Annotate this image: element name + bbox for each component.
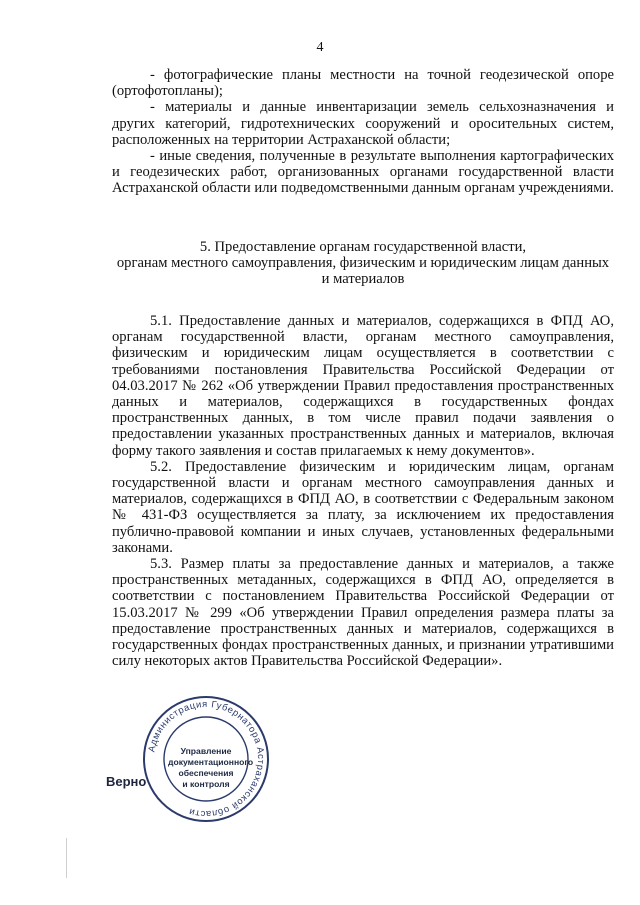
list-item: - материалы и данные инвентаризации земель сельхозназначения и других категорий, гидротехнических сооружений и оросительных систем, расположенных на территории Астраханской области; — [112, 99, 614, 148]
stamp-line: обеспечения — [178, 768, 234, 778]
section-heading-line2: органам местного самоуправления, физическим и юридическим лицам данных и материалов — [116, 255, 610, 288]
stamp-ring-text: Администрация Губернатора Астраханской области — [145, 697, 268, 821]
stamp-line: документационного — [168, 757, 254, 767]
section-body — [112, 313, 614, 669]
list-block — [112, 67, 614, 197]
margin-mark — [66, 838, 67, 878]
stamp-line: и контроля — [182, 779, 230, 789]
paragraph-5-3: 5.3. Размер платы за предоставление данных и материалов, а также пространственных метаданных, содержащихся в ФПД АО, определяется в соответствии с постановлением Правительства Российской Федерации от 15.03.2017 № 299 «Об утверждении Правил определения размера платы за предоставление пространственных данных и материалов, содержащихся в государственных фондах пространственных данных, и признании утратившими силу некоторых актов Правительства Российской Федерации». — [112, 556, 614, 670]
paragraph-5-2: 5.2. Предоставление физическим и юридическим лицам, органам государственной власти и органам местного самоуправления данных и материалов, содержащихся в ФПД АО, в соответствии с Федеральным законом № 431-ФЗ осуществляется за плату, за исключением их предоставления публично-правовой компании и иных случаев, установленных федеральными законами. — [112, 458, 614, 556]
list-item: - иные сведения, полученные в результате выполнения картографических и геодезических работ, организованных органами государственной власти Астраханской области или подведомственными данным органам учреждениями. — [112, 148, 614, 197]
verno-label: Верно — [106, 774, 147, 789]
page-number: 4 — [316, 40, 324, 55]
section-heading — [112, 239, 614, 288]
stamp-line: Управление — [180, 746, 232, 756]
stamp-inner-text — [168, 746, 254, 790]
section-heading-line1: 5. Предоставление органам государственной власти, — [199, 239, 527, 255]
paragraph-5-1: 5.1. Предоставление данных и материалов, содержащихся в ФПД АО, органам государственной власти, органам местного самоуправления, физическим и юридическим лицам осуществляется в соответствии с требованиями постановления Правительства Российской Федерации от 04.03.2017 № 262 «Об утверждении Правил предоставления пространственных данных и материалов, содержащихся в государственных фондах пространственных данных, в том числе правил подачи заявления о предоставлении указанных пространственных данных и материалов, включая форму такого заявления и состав прилагаемых к нему документов». — [112, 313, 614, 459]
list-item: - фотографические планы местности на точной геодезической опоре (ортофотопланы); — [112, 67, 614, 100]
